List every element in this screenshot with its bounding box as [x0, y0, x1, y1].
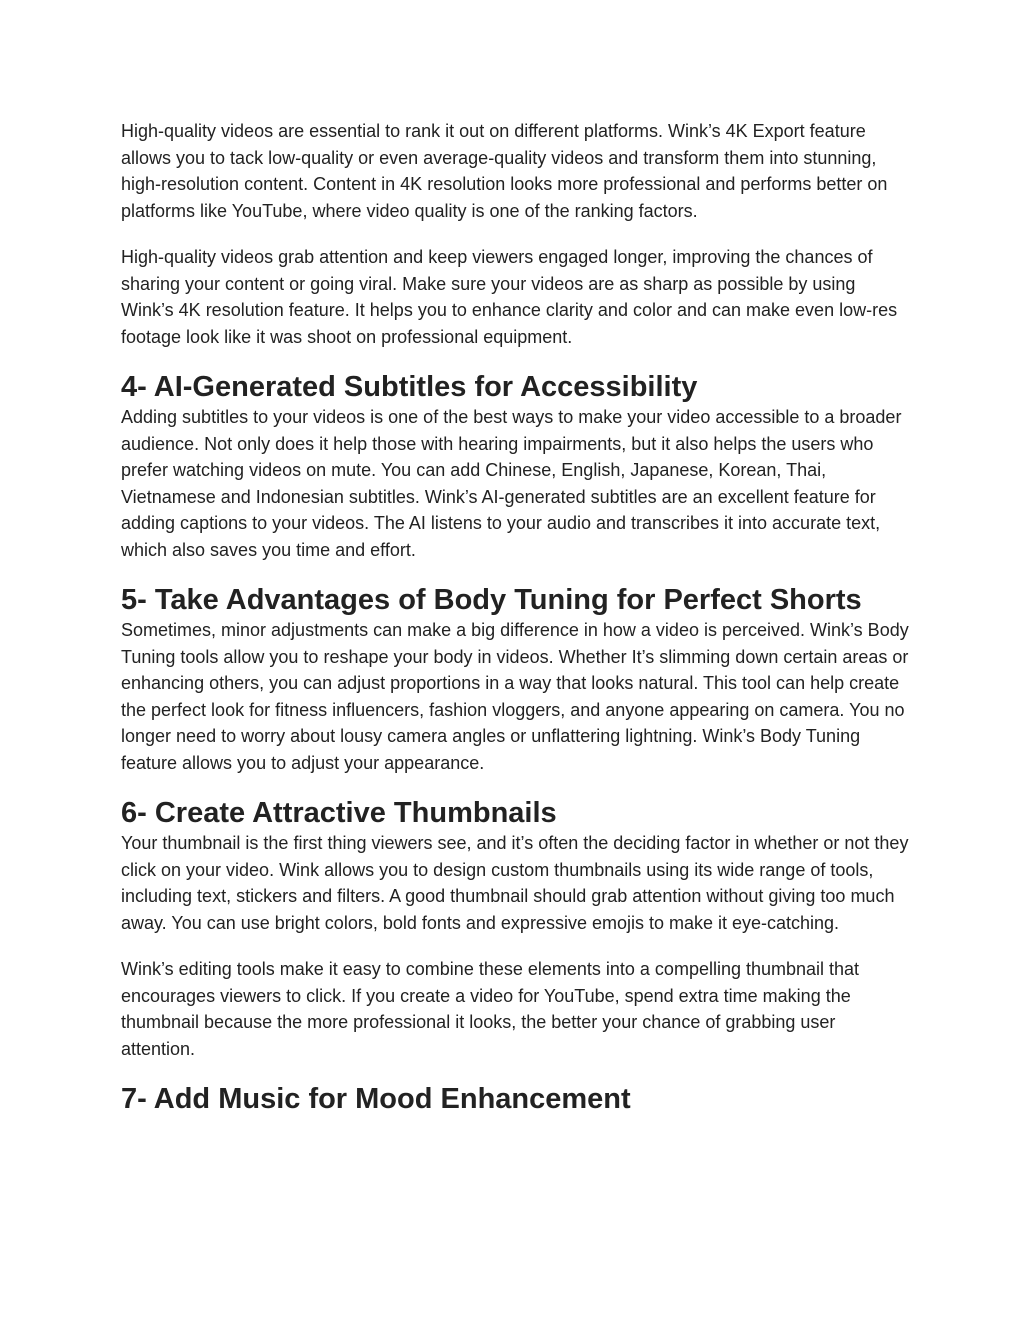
section-heading: 7- Add Music for Mood Enhancement	[121, 1083, 631, 1115]
section-paragraph: Sometimes, minor adjustments can make a big difference in how a video is perceived. Wink’s Body Tuning tools allow you to reshape your body in videos. Whether It’s slimming down certain areas or enhancing others, you can adjust proportions in a way that looks natural. This tool can help create the perfect look for fitness influencers, fashion vloggers, and anyone appearing on camera. You no longer need to worry about lousy camera angles or unflattering lightning. Wink’s Body Tuning feature allows you to adjust your appearance.	[121, 620, 909, 773]
section-ai-subtitles	[121, 370, 911, 563]
section-paragraph: Adding subtitles to your videos is one of the best ways to make your video accessible to a broader audience. Not only does it help those with hearing impairments, but it also helps the users who prefer watching videos on mute. You can add Chinese, English, Japanese, Korean, Thai, Vietnamese and Indonesian subtitles. Wink’s AI-generated subtitles are an excellent feature for adding captions to your videos. The AI listens to your audio and transcribes it into accurate text, which also saves you time and effort.	[121, 407, 902, 560]
section-music	[121, 1082, 911, 1116]
intro-paragraph-2: High-quality videos grab attention and keep viewers engaged longer, improving the chances of sharing your content or going viral. Make sure your videos are as sharp as possible by using Wink’s 4K resolution feature. It helps you to enhance clarity and color and can make even low-res footage look like it was shoot on professional equipment.	[121, 247, 898, 347]
section-paragraph: Wink’s editing tools make it easy to combine these elements into a compelling thumbnail that encourages viewers to click. If you create a video for YouTube, spend extra time making the thumbnail because the more professional it looks, the better your chance of grabbing user attention.	[121, 959, 860, 1059]
intro-paragraph-1: High-quality videos are essential to rank it out on different platforms. Wink’s 4K Export feature allows you to tack low-quality or even average-quality videos and transform them into stunning, high-resolution content. Content in 4K resolution looks more professional and performs better on platforms like YouTube, where video quality is one of the ranking factors.	[121, 121, 888, 221]
document-page	[121, 118, 911, 1116]
section-paragraph: Your thumbnail is the first thing viewers see, and it’s often the deciding factor in whether or not they click on your video. Wink allows you to design custom thumbnails using its wide range of tools, including text, stickers and filters. A good thumbnail should grab attention without giving too much away. You can use bright colors, bold fonts and expressive emojis to make it eye-catching.	[121, 833, 909, 933]
intro-block	[121, 118, 911, 350]
section-heading: 5- Take Advantages of Body Tuning for Perfect Shorts	[121, 584, 862, 616]
section-body-tuning	[121, 583, 911, 776]
section-heading: 4- AI-Generated Subtitles for Accessibility	[121, 371, 698, 403]
section-thumbnails	[121, 796, 911, 1062]
section-heading: 6- Create Attractive Thumbnails	[121, 797, 557, 829]
